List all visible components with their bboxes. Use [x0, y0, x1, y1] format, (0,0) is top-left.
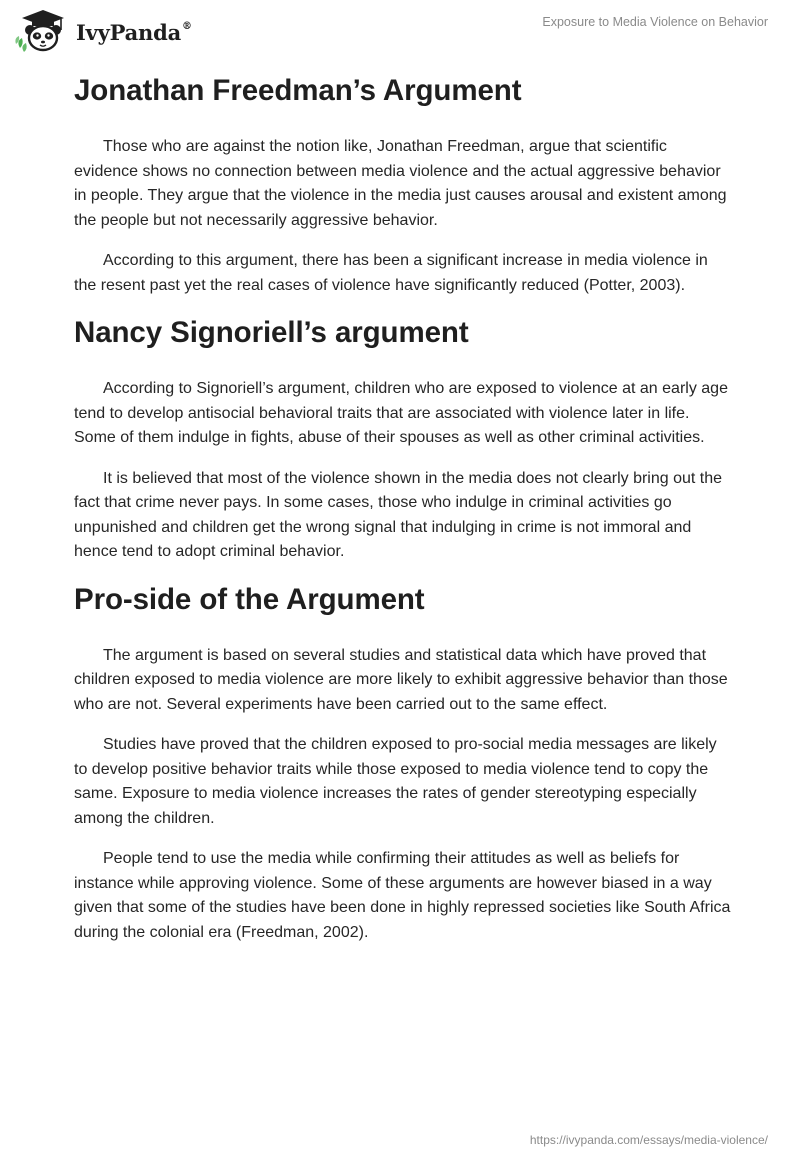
section-heading: Nancy Signoriell’s argument: [74, 316, 469, 349]
source-url[interactable]: https://ivypanda.com/essays/media-violence/: [529, 1133, 768, 1147]
section-heading: Jonathan Freedman’s Argument: [74, 74, 522, 107]
brand-name: [76, 20, 192, 45]
paragraph: According to this argument, there has been a significant increase in media violence in the resent past yet the real cases of violence have significantly reduced (Potter, 2003).: [74, 252, 708, 294]
paragraph: It is believed that most of the violence shown in the media does not clearly bring out the fact that crime never pays. In some cases, those who indulge in criminal activities go unpunished and children get the wrong signal that indulging in crime is not immoral and hence tend to adopt criminal behavior.: [74, 469, 723, 560]
paragraph: People tend to use the media while confirming their attitudes as well as beliefs for instance while approving violence. Some of these arguments are however biased in a way given that some of the studies have been done in highly repressed societies like South Africa during the colonial era (Freedman, 2002).: [74, 850, 731, 941]
ivypanda-logo[interactable]: [14, 8, 192, 54]
document-title: Exposure to Media Violence on Behavior: [542, 15, 768, 29]
paragraph: The argument is based on several studies and statistical data which have proved that children exposed to media violence are more likely to exhibit aggressive behavior than those who are not. Several experiments have been carried out to the same effect.: [74, 646, 728, 713]
paragraph: According to Signoriell’s argument, children who are exposed to violence at an early age tend to develop antisocial behavioral traits that are associated with violence later in life. Some of them indulge in fights, abuse of their spouses as well as other criminal activities.: [74, 380, 728, 446]
registered-mark: ®: [182, 20, 192, 32]
paragraph: Studies have proved that the children exposed to pro-social media messages are likely to develop positive behavior traits while those exposed to media violence tend to copy the same. Exposure to media violence increases the rates of gender stereotyping especially among the children.: [74, 736, 717, 827]
page-header: [0, 0, 800, 60]
section-heading: Pro-side of the Argument: [74, 582, 425, 616]
paragraph: Those who are against the notion like, Jonathan Freedman, argue that scientific evidence shows no connection between media violence and the actual aggressive behavior in people. They argue that the violence in the media just causes arousal and existent among the people but not necessarily aggressive behavior.: [74, 138, 727, 229]
essay-content: [74, 72, 734, 945]
panda-logo-icon: [14, 8, 72, 54]
brand-text: IvyPanda: [76, 19, 182, 45]
